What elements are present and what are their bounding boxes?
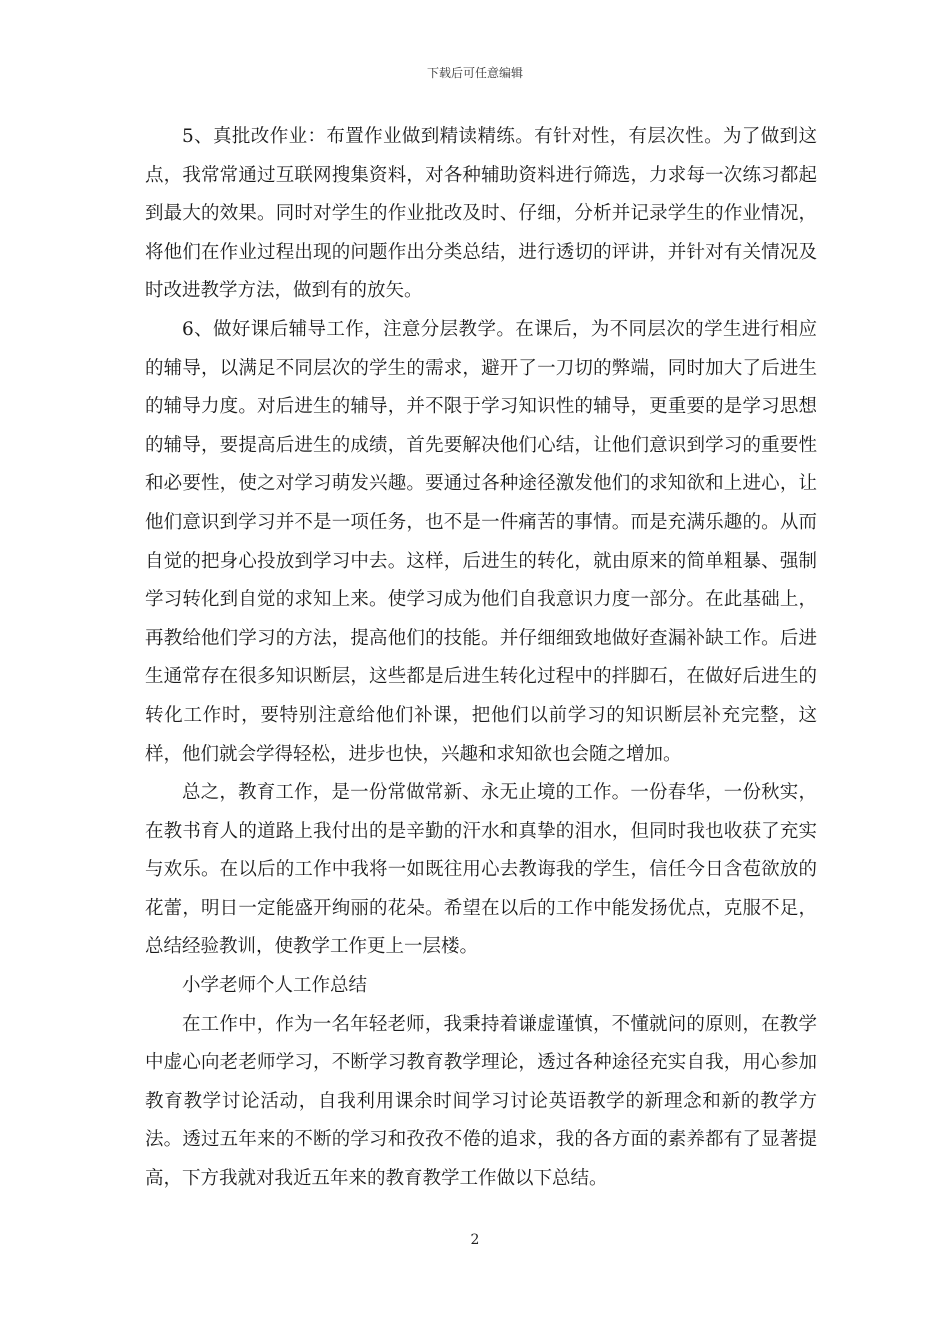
paragraph-summary-intro: 在工作中，作为一名年轻老师，我秉持着谦虚谨慎，不懂就问的原则，在教学中虚心向老老师学习，不断学习教育教学理论，透过各种途径充实自我，用心参加教育教学讨论活动，自我利用课余时间学习讨论英语教学的新理念和新的教学方法。透过五年来的不断的学习和孜孜不倦的追求，我的各方面的素养都有了显著提高，下方我就对我近五年来的教育教学工作做以下总结。 [145,1013,817,1190]
document-body [145,118,817,1199]
paragraph-tutoring: 6、做好课后辅导工作，注意分层教学。在课后，为不同层次的学生进行相应的辅导，以满足不同层次的学生的需求，避开了一刀切的弊端，同时加大了后进生的辅导力度。对后进生的辅导，并不限于学习知识性的辅导，更重要的是学习思想的辅导，要提高后进生的成绩，首先要解决他们心结，让他们意识到学习的重要性和必要性，使之对学习萌发兴趣。要通过各种途径激发他们的求知欲和上进心，让他们意识到学习并不是一项任务，也不是一件痛苦的事情。而是充满乐趣的。从而自觉的把身心投放到学习中去。这样，后进生的转化，就由原来的简单粗暴、强制学习转化到自觉的求知上来。使学习成为他们自我意识力度一部分。在此基础上，再教给他们学习的方法，提高他们的技能。并仔细细致地做好查漏补缺工作。后进生通常存在很多知识断层，这些都是后进生转化过程中的拌脚石，在做好后进生的转化工作时，要特别注意给他们补课，把他们以前学习的知识断层补充完整，这样，他们就会学得轻松，进步也快，兴趣和求知欲也会随之增加。 [145,318,817,765]
page-number: 2 [470,1232,480,1248]
paragraph-homework: 5、真批改作业：布置作业做到精读精练。有针对性，有层次性。为了做到这点，我常常通过互联网搜集资料，对各种辅助资料进行筛选，力求每一次练习都起到最大的效果。同时对学生的作业批改及时、仔细，分析并记录学生的作业情况，将他们在作业过程出现的问题作出分类总结，进行透切的评讲，并针对有关情况及时改进教学方法，做到有的放矢。 [145,126,817,302]
section-heading: 小学老师个人工作总结 [182,975,368,997]
page-header: 下载后可任意编辑 [426,66,523,80]
paragraph-conclusion: 总之，教育工作，是一份常做常新、永无止境的工作。一份春华，一份秋实，在教书育人的道路上我付出的是辛勤的汗水和真挚的泪水，但同时我也收获了充实与欢乐。在以后的工作中我将一如既往用心去教诲我的学生，信任今日含苞欲放的花蕾，明日一定能盛开绚丽的花朵。希望在以后的工作中能发扬优点，克服不足，总结经验教训，使教学工作更上一层楼。 [145,782,817,958]
